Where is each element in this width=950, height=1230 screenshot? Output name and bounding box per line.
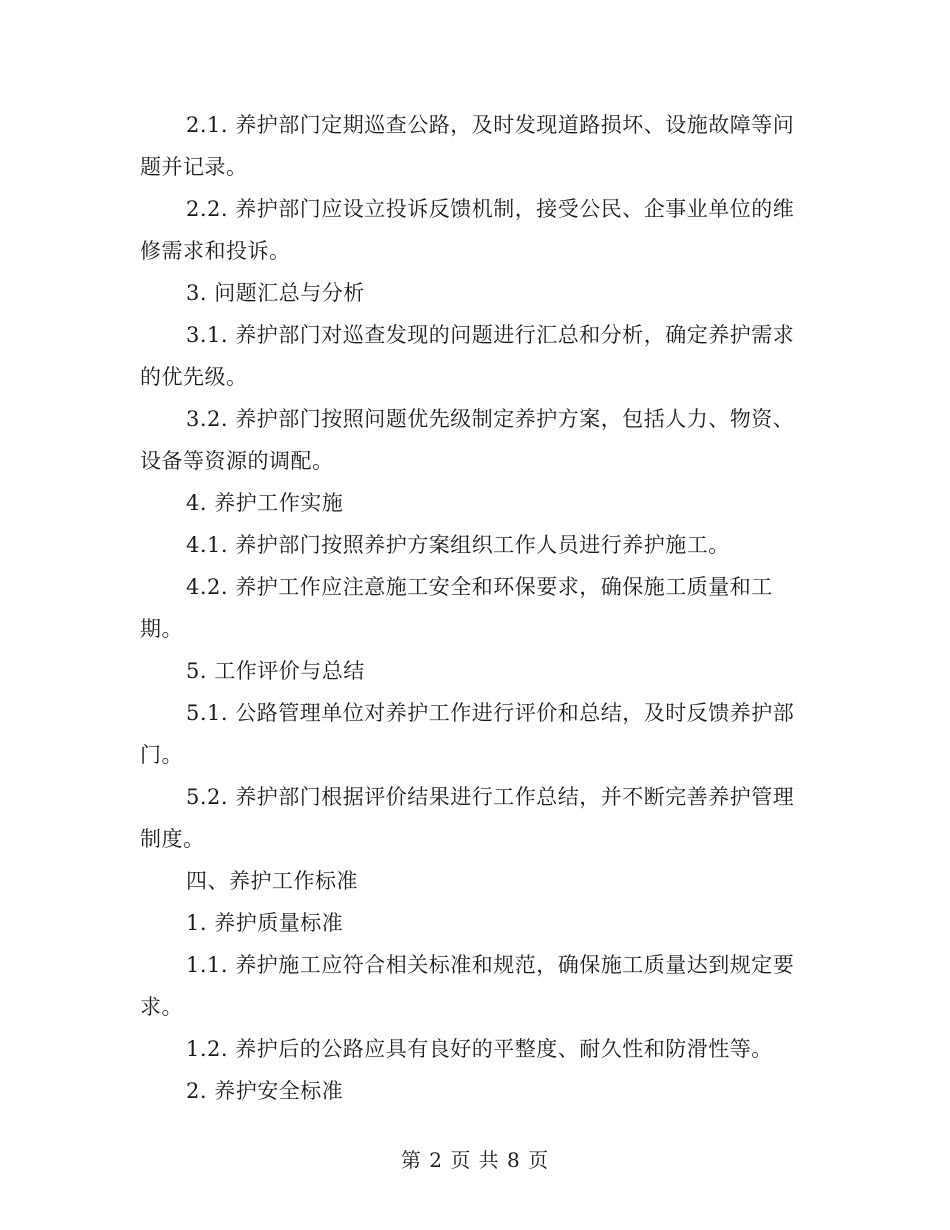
paragraph-3-1: 3.1. 养护部门对巡查发现的问题进行汇总和分析，确定养护需求的优先级。 (140, 323, 795, 389)
paragraph-2-2: 2.2. 养护部门应设立投诉反馈机制，接受公民、企事业单位的维修需求和投诉。 (140, 197, 795, 263)
paragraph-3-2: 3.2. 养护部门按照问题优先级制定养护方案，包括人力、物资、设备等资源的调配。 (140, 407, 795, 473)
section-heading-4: 四、养护工作标准 (186, 869, 358, 893)
page-number: 第 2 页 共 8 页 (400, 1148, 550, 1172)
paragraph-4-2: 4.2. 养护工作应注意施工安全和环保要求，确保施工质量和工期。 (140, 575, 773, 641)
paragraph-2-1: 2.1. 养护部门定期巡查公路，及时发现道路损坏、设施故障等问题并记录。 (140, 113, 795, 179)
heading-3: 3. 问题汇总与分析 (186, 281, 365, 305)
page-footer (0, 1148, 950, 1172)
heading-2-safety: 2. 养护安全标准 (186, 1079, 344, 1103)
paragraph-1-1: 1.1. 养护施工应符合相关标准和规范，确保施工质量达到规定要求。 (140, 953, 795, 1019)
heading-4: 4. 养护工作实施 (186, 491, 344, 515)
heading-1-quality: 1. 养护质量标准 (186, 911, 344, 935)
document-body (140, 104, 810, 1112)
heading-5: 5. 工作评价与总结 (186, 659, 365, 683)
paragraph-4-1: 4.1. 养护部门按照养护方案组织工作人员进行养护施工。 (186, 533, 730, 557)
paragraph-5-2: 5.2. 养护部门根据评价结果进行工作总结，并不断完善养护管理制度。 (140, 785, 795, 851)
paragraph-5-1: 5.1. 公路管理单位对养护工作进行评价和总结，及时反馈养护部门。 (140, 701, 795, 767)
paragraph-1-2: 1.2. 养护后的公路应具有良好的平整度、耐久性和防滑性等。 (186, 1037, 773, 1061)
